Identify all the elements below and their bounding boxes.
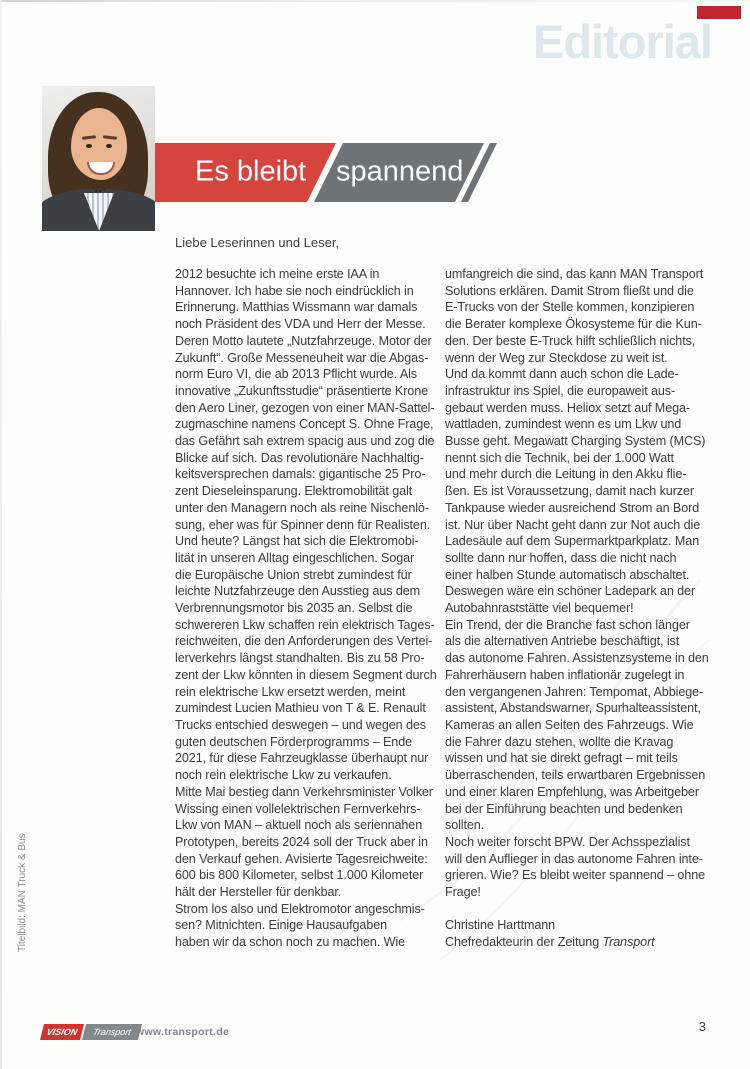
text-line: 2021, für diese Fahrzeugklasse überhaupt nur [175, 751, 429, 766]
text-line: wenn der Weg zur Steckdose zu weit ist. [445, 350, 668, 365]
text-line: wissen und hat sie direkt gefragt – mit teils [445, 751, 678, 766]
text-line: Zukunft“. Große Messeneuheit war die Abgas- [175, 350, 429, 365]
text-line: lerverkehrs längst standhalten. Bis zu 58 Pro- [175, 651, 425, 666]
text-line: zumindest Lucien Mathieu von T & E. Renault [175, 701, 426, 716]
body-column-left-lines [175, 266, 437, 951]
portrait-necklace [92, 182, 106, 192]
text-line: Verbrennungsmotor bis 2035 an. Selbst die [175, 601, 413, 616]
text-line: Strom los also und Elektromotor angeschmis- [175, 901, 425, 916]
body-column-right [445, 266, 717, 951]
text-line: sollten. [445, 818, 485, 833]
text-line: assistent, Abstandswarner, Spurhalteassistent, [445, 701, 701, 716]
text-line: rein elektrische Lkw ersetzt werden, meint [175, 684, 406, 699]
scan-edge-left [0, 0, 2, 1069]
text-line: zent Dieseleinsparung. Elektromobilität galt [175, 484, 413, 499]
text-line: Frage! [445, 885, 481, 900]
text-line: E-Trucks von der Stelle kommen, konzipieren [445, 300, 695, 315]
portrait-eye [86, 144, 92, 148]
text-line: den. Der beste E-Truck hilft schließlich nichts, [445, 333, 696, 348]
text-line: infrastruktur ins Spiel, die europaweit aus- [445, 383, 676, 398]
headline-part2: spannend [336, 155, 464, 188]
website-url: www.transport.de [136, 1026, 230, 1038]
text-line: die Europäische Union strebt zumindest für [175, 567, 412, 582]
text-line: als die alternativen Antriebe beschäftigt, ist [445, 634, 680, 649]
text-line: lität in unseren Alltag eingeschlichen. Sogar [175, 550, 415, 565]
text-line: noch Präsident des VDA und Herr der Messe. [175, 317, 426, 332]
text-line: Hannover. Ich habe sie noch eindrücklich in [175, 283, 414, 298]
text-line: guten deutschen Förderprogramms – Ende [175, 734, 413, 749]
text-line: sollte dann nur hoffen, dass die nicht nach [445, 550, 677, 565]
text-line: will den Auflieger in das autonome Fahren inte- [445, 851, 703, 866]
scan-edge-top [0, 0, 750, 2]
headline-banner [155, 143, 515, 202]
text-line: Deren Motto lautete „Nutzfahrzeuge. Motor der [175, 333, 432, 348]
text-line: die Fahrer dazu stehen, wollte die Kravag [445, 734, 674, 749]
text-line: Blicke auf sich. Das revolutionäre Nachhaltig- [175, 450, 424, 465]
text-line: zent der Lkw könnten in diesem Segment durch [175, 667, 437, 682]
text-line: das autonome Fahren. Assistenzsysteme in den [445, 651, 709, 666]
signature-name: Christine Harttmann [445, 918, 556, 933]
text-line: Busse geht. Megawatt Charging System (MCS) [445, 434, 706, 449]
section-label: Editorial [532, 15, 712, 68]
text-line: Prototypen, bereits 2024 soll der Truck aber in [175, 834, 428, 849]
text-line: 2012 besuchte ich meine erste IAA in [175, 267, 380, 281]
text-line: Deswegen wäre ein schöner Ladepark an der [445, 584, 696, 599]
text-line: gebaut werden muss. Heliox setzt auf Mega- [445, 400, 691, 415]
text-line: ist. Nur über Nacht geht dann zur Not auch die [445, 517, 701, 532]
text-line: haben wir da schon noch zu machen. Wie [175, 935, 406, 950]
signature-role: Chefredakteurin der Zeitung Transport [445, 935, 655, 950]
text-line: unter den Managern noch als reine Nischenlö- [175, 500, 429, 515]
portrait-eye [106, 144, 112, 148]
text-line: sung, eher was für Spinner denn für Realisten. [175, 517, 431, 532]
salutation: Liebe Leserinnen und Leser, [175, 235, 340, 250]
text-line: Mitte Mai bestieg dann Verkehrsminister Volker [175, 784, 433, 799]
text-line: sen? Mitnichten. Einige Hausaufgaben [175, 918, 388, 933]
text-line: ßen. Es ist Voraussetzung, damit nach kurzer [445, 484, 694, 499]
text-line: und einer klaren Empfehlung, was Arbeitgeber [445, 784, 699, 799]
text-line: Lkw von MAN – aktuell noch als seriennahen [175, 818, 423, 833]
logo-transport-segment: Transport [82, 1024, 142, 1040]
text-line: grieren. Wie? Es bleibt weiter spannend – ohne [445, 868, 706, 883]
text-line: den Aero Liner, gezogen von einer MAN-Sattel- [175, 400, 435, 415]
text-line: hält der Hersteller für denkbar. [175, 885, 342, 900]
portrait-photo [42, 86, 155, 231]
signature-publication: Transport [602, 935, 655, 950]
text-line: reichweiten, die den Anforderungen des Vertei- [175, 634, 433, 649]
text-line: Noch weiter forscht BPW. Der Achsspezialist [445, 834, 690, 849]
text-line: nennt sich die Technik, bei der 1.000 Watt [445, 450, 674, 465]
text-line: bei der Einführung beachten und bedenken [445, 801, 683, 816]
text-line: wattladen, zumindest wenn es um Lkw und [445, 417, 682, 432]
text-line: Erinnerung. Matthias Wissmann war damals [175, 300, 418, 315]
signature-block [445, 917, 717, 950]
headline-part1: Es bleibt [195, 155, 307, 188]
text-line: Und da kommt dann auch schon die Lade- [445, 367, 679, 382]
text-line: leichte Nutzfahrzeuge den Ausstieg aus dem [175, 584, 421, 599]
text-line: Trucks entschied deswegen – und wegen des [175, 717, 426, 732]
text-line: Tankpause wieder ausreichend Strom an Bord [445, 500, 700, 515]
cover-photo-credit: Titelbild: MAN Truck & Bus [17, 833, 28, 952]
text-line: umfangreich die sind, das kann MAN Transport [445, 267, 704, 281]
text-line: Ladesäule auf dem Supermarktparkplatz. Man [445, 534, 700, 549]
text-line: und mehr durch die Leitung in den Akku flie- [445, 467, 687, 482]
text-line: Kameras an allen Seiten des Fahrzeugs. Wie [445, 717, 694, 732]
text-line: Solutions erklären. Damit Strom fließt und die [445, 283, 694, 298]
text-line: zugmaschine namens Concept S. Ohne Frage, [175, 417, 434, 432]
text-line: norm Euro VI, die ab 2013 Pflicht wurde. Als [175, 367, 418, 382]
text-line: den Verkauf gehen. Avisierte Tagesreichweite: [175, 851, 428, 866]
text-line: Ein Trend, der die Branche fast schon länger [445, 617, 690, 632]
text-line: schwereren Lkw schaffen rein elektrisch Tages- [175, 617, 435, 632]
text-line: das Gefährt sah extrem spacig aus und zog die [175, 434, 435, 449]
text-line: überraschenden, teils erwartbaren Ergebnissen [445, 768, 706, 783]
text-line: noch rein elektrische Lkw zu verkaufen. [175, 768, 392, 783]
text-line: Fahrerhäusern haben inflationär zugelegt in [445, 667, 685, 682]
text-line: den vergangenen Jahren: Tempomat, Abbiege- [445, 684, 704, 699]
text-line: einer halben Stunde automatisch abschaltet. [445, 567, 690, 582]
text-line: keitsversprechen damals: gigantische 25 Pro- [175, 467, 426, 482]
text-line: Wissing einen vollelektrischen Fernverkehrs- [175, 801, 421, 816]
text-line: die Berater komplexe Ökosysteme für die Kun- [445, 317, 702, 332]
text-line: 600 bis 800 Kilometer, selbst 1.000 Kilometer [175, 868, 424, 883]
body-column-left [175, 266, 437, 951]
logo-vision-segment: VISION [40, 1024, 84, 1040]
vision-transport-logo [42, 1024, 140, 1040]
text-line: Autobahnraststätte viel bequemer! [445, 601, 634, 616]
text-line: innovative „Zukunftsstudie“ präsentierte Krone [175, 383, 429, 398]
body-column-right-lines [445, 266, 717, 901]
text-line: Und heute? Längst hat sich die Elektromobi- [175, 534, 419, 549]
page-number: 3 [698, 1019, 706, 1034]
